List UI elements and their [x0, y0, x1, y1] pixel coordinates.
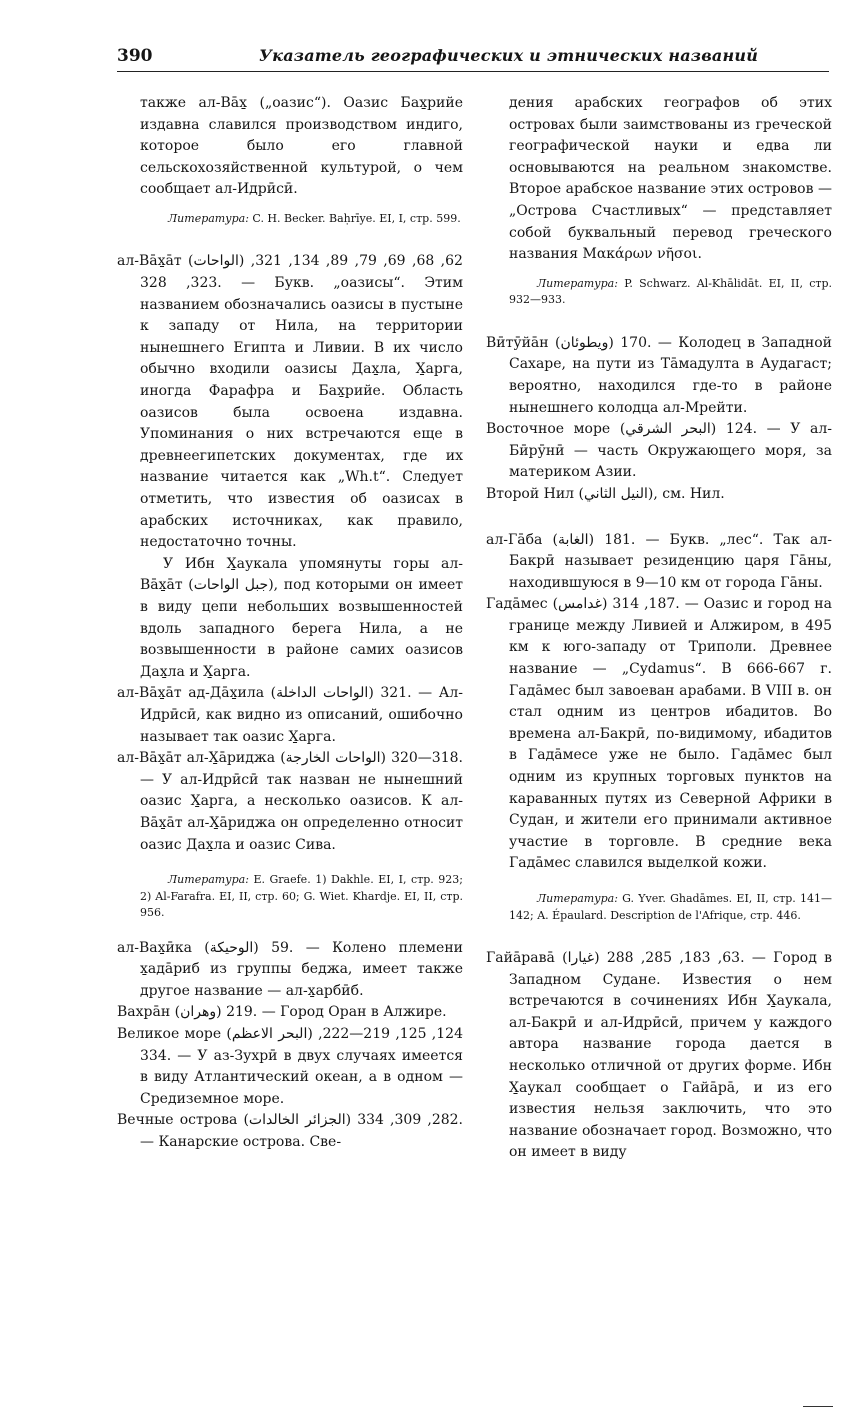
entry-eternal-islands: Вечные острова (الجزائر الخالدات) 282, 309, 334. — Канарские острова. Све-: [117, 1112, 463, 1150]
literature-text: C. H. Becker. Baḥrīye. EI, I, стр. 599.: [248, 211, 461, 225]
spacer: [486, 309, 832, 333]
right-column: [486, 93, 832, 1164]
entry-al-gaba: ал-Гāба (الغابة) 181. — Букв. „лес“. Так ал-Бакрӣ называет резиденцию царя Гāны, находившуюся в 9—10 км от города Гāны.: [486, 531, 833, 591]
entry-vituyan: Вӣтӯйāн (ويطوئان) 170. — Колодец в Западной Сахаре, на пути из Тāмадулта в Аудагаст; вероятно, находился где-то в районе нынешнего колодца ал-Мрейти.: [486, 334, 832, 416]
page-number: 390: [117, 46, 153, 66]
running-head: [117, 44, 829, 70]
literature-note: [486, 276, 832, 309]
spacer: [486, 924, 832, 948]
spacer: [486, 875, 832, 891]
header-rule: [117, 71, 829, 72]
spacer: [117, 227, 463, 251]
literature-text: G. Yver. Ghadāmes. EI, II, стр. 141—142; A. Épaulard. Description de l'Afrique, стр. 446.: [509, 892, 832, 922]
entry-gayarawa: Гайāравā (غيارا) 63, 183, 285, 288. — Город в Западном Судане. Известия о нем встречаются в сочинениях Ибн Х̱аукала, ал-Бакрӣ и ал-Идрӣсӣ, причем у каждого автора название города дается в несколько отличной от других форме. Ибн Х̱аукал сообщает о Гайāрā, и из его известия нельзя заключить, что это название обозначает город. Возможно, что он имеет в виду: [486, 950, 832, 1161]
literature-label: Литература:: [168, 211, 249, 225]
literature-note: [117, 211, 463, 228]
entry-al-wahika: ал-Вах̱ӣка (الوحيكة) 59. — Колено племени х̱адāриб из группы беджа, имеет также другое название — ал-х̱арбӣб.: [117, 939, 463, 999]
running-title: Указатель географических и этнических названий: [259, 46, 759, 65]
entry-eastern-sea: Восточное море (البحر الشرقي) 124. — У ал-Бӣрӯнӣ — часть Окружающего моря, за материком Азии.: [486, 421, 832, 481]
entry-paragraph: У Ибн Х̱аукала упомянуты горы ал-Вāх̱āт (جبل الواحات), под которыми он имеет в виду цепи небольших возвышенностей вдоль западного берега Нила, а не возвышенности в районе самих оазисов Дах̱ла и Х̱арга.: [140, 555, 463, 680]
entry-al-wahat-al-kharija: ал-Вāх̱āт ал-Х̱āриджа (الواحات الخارجة) 318—320. — У ал-Идрӣсӣ так назван не нынешний оазис Х̱арга, а несколько оазисов. К ал-Вāх̱āт ал-Х̱āриджа он определенно относит оазис Дах̱ла и оазис Сива.: [117, 750, 463, 853]
literature-text: E. Graefe. 1) Dakhle. EI, I, стр. 923; 2) Al-Farafra. EI, II, стр. 60; G. Wiet. Khardje. EI, II, стр. 956.: [140, 873, 463, 920]
entry-gadames: Гадāмес (غدامس) 187, 314. — Оазис и город на границе между Ливией и Алжиром, в 495 км к юго-западу от Триполи. Древнее название — „Cydamus“. В 666-667 г. Гадāмес был завоеван арабами. В VIII в. он стал одним из центров ибадитов. Во времена ал-Бакрӣ, по-видимому, ибадитов в Гадāмесе уже не было. Гадāмес был одним из крупных торговых пунктов на караванных путях из Северной Африки в Судан, и жители его принимали активное участие в торговле. В средние века Гадāмес славился выделкой кожи.: [486, 596, 832, 872]
spacer: [486, 266, 832, 276]
literature-note: [486, 891, 832, 924]
entry-continuation: также ал-Вāх̱ („оазис“). Оазис Бах̱рийе издавна славился производством индиго, которое было его главной сельскохозяйственной культурой, о чем сообщает ал-Идрӣсӣ.: [140, 95, 463, 198]
entry-al-wahat: ал-Вāх̱āт (الواحات) 62, 68, 69, 79, 89, 134, 321, 323, 328. — Букв. „оазисы“. Этим названием обозначались оазисы в пустыне к западу от Нила, на территории нынешнего Египта и Ливии. В их число обычно входили оазисы Дах̱ла, Х̱арга, иногда Фарафра и Бах̱рийе. Область оазисов была освоена издавна. Упоминания о них встречаются еще в древнеегипетских документах, где их название читается как „Wh.t“. Следует отметить, что известия об оазисах в арабских источниках, как правило, недостаточно точны.: [117, 253, 464, 551]
literature-text: P. Schwarz. Al-Khālidāt. EI, II, стр. 932—933.: [509, 276, 832, 307]
entry-wahran: Вахрāн (وهران) 219. — Город Оран в Алжире.: [117, 1004, 447, 1021]
literature-label: Литература:: [537, 276, 618, 290]
left-column: [117, 93, 463, 1154]
spacer: [486, 506, 832, 530]
footer-rule: [803, 1406, 833, 1407]
literature-label: Литература:: [168, 873, 249, 887]
spacer: [117, 922, 463, 938]
spacer: [117, 201, 463, 211]
entry-second-nile: Второй Нил (النيل الثاني), см. Нил.: [486, 485, 725, 502]
entry-great-sea: Великое море (البحر الاعظم) 124, 125, 219—222, 334. — У аз-Зухрӣ в двух случаях имеется в виду Атлантический океан, а в одном — Средиземное море.: [117, 1025, 463, 1107]
spacer: [117, 856, 463, 872]
entry-al-wahat-ad-dakhila: ал-Вāх̱āт ад-Дāх̱ила (الواحات الداخلة) 321. — Ал-Идрӣсӣ, как видно из описаний, ошибочно называет так оазис Х̱арга.: [117, 685, 463, 745]
literature-note: [117, 872, 463, 922]
literature-label: Литература:: [537, 892, 618, 905]
entry-continuation: дения арабских географов об этих островах были заимствованы из греческой географической науки и едва ли основываются на реальном знакомстве. Второе арабское название этих островов — „Острова Счастливых“ — представляет собой буквальный перевод греческого названия Μακάρων νῆσοι.: [509, 95, 832, 263]
